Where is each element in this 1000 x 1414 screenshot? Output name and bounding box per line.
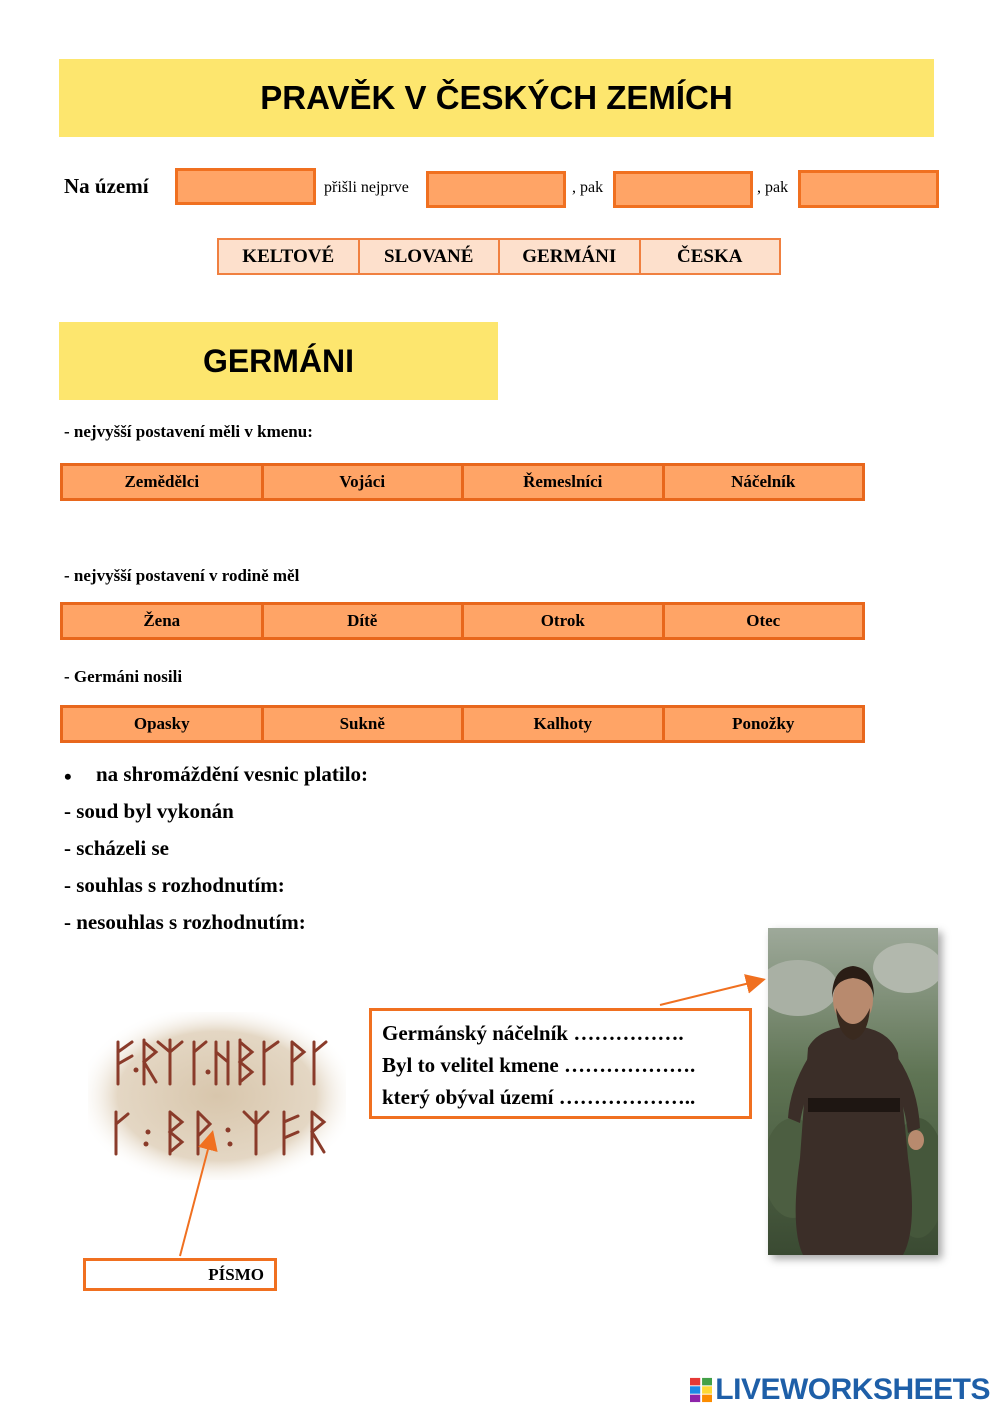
- word-bank-item[interactable]: SLOVANÉ: [358, 240, 499, 273]
- choice-option[interactable]: Opasky: [133, 714, 190, 733]
- word-bank-item[interactable]: KELTOVÉ: [242, 245, 335, 267]
- choice-option[interactable]: Řemeslníci: [461, 466, 662, 498]
- sentence-start: Na území: [64, 174, 149, 198]
- sentence-mid-1: přišli nejprve: [324, 179, 409, 196]
- chieftain-info-box: [369, 1008, 752, 1119]
- choice-option[interactable]: Otec: [662, 605, 863, 637]
- info-line: Byl to velitel kmene ……………….: [382, 1053, 696, 1077]
- word-bank-item[interactable]: GERMÁNI: [498, 240, 639, 273]
- text-line: - nesouhlas s rozhodnutím:: [64, 910, 306, 934]
- choice-option[interactable]: Vojáci: [261, 466, 462, 498]
- choice-option[interactable]: Ponožky: [662, 708, 863, 740]
- info-line: Germánský náčelník …………….: [382, 1021, 684, 1045]
- logo-text: LIVEWORKSHEETS: [715, 1373, 990, 1406]
- sentence-mid-3: , pak: [757, 179, 789, 196]
- chieftain-photo: [768, 928, 938, 1255]
- choice-option[interactable]: Dítě: [261, 605, 462, 637]
- choice-option[interactable]: Žena: [143, 611, 181, 630]
- text-line: - soud byl vykonán: [64, 799, 234, 823]
- choice-option[interactable]: Náčelník: [662, 466, 863, 498]
- runes-caption: PÍSMO: [208, 1264, 264, 1284]
- page-title: PRAVĚK V ČESKÝCH ZEMÍCH: [260, 79, 733, 116]
- question-label: - Germáni nosili: [64, 667, 183, 686]
- question-label: - nejvyšší postavení v rodině měl: [64, 566, 300, 585]
- logo-icon: [690, 1377, 712, 1403]
- question-label: - nejvyšší postavení měli v kmenu:: [64, 422, 313, 441]
- section-title: GERMÁNI: [202, 342, 355, 379]
- runes-caption-box[interactable]: [83, 1258, 277, 1291]
- choice-option[interactable]: Zemědělci: [124, 472, 200, 491]
- bullet-dot: •: [64, 764, 72, 789]
- info-line: který obýval území ………………..: [382, 1085, 696, 1109]
- liveworksheets-logo: [690, 1374, 990, 1406]
- choice-option[interactable]: Sukně: [261, 708, 462, 740]
- word-bank-item[interactable]: ČESKA: [639, 240, 780, 273]
- choice-option[interactable]: Kalhoty: [461, 708, 662, 740]
- choice-option[interactable]: Otrok: [461, 605, 662, 637]
- bullet-text: na shromáždění vesnic platilo:: [96, 762, 369, 786]
- text-line: - scházeli se: [64, 836, 169, 860]
- text-line: - souhlas s rozhodnutím:: [64, 873, 285, 897]
- sentence-mid-2: , pak: [572, 179, 604, 196]
